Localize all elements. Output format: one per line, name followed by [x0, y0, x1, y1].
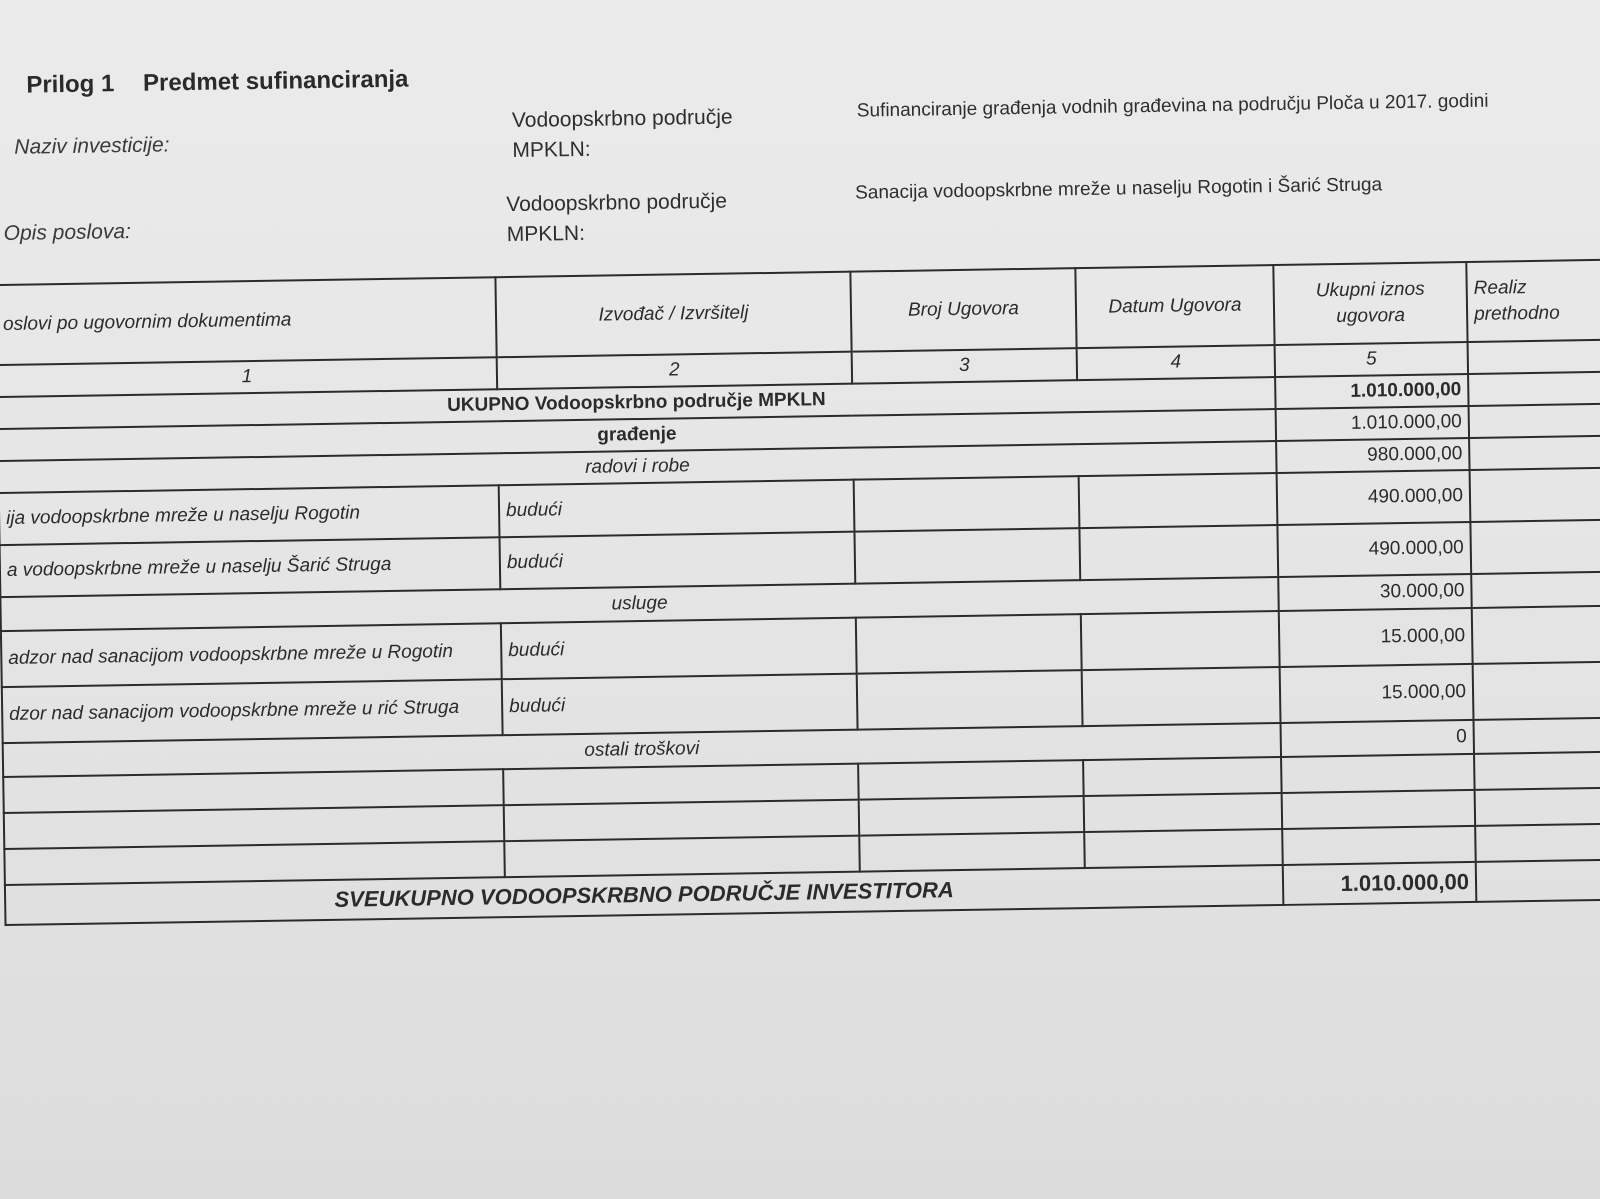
- col-header-realizacija: Realiz prethodno: [1466, 260, 1600, 342]
- realizacija-cell: [1472, 606, 1600, 664]
- datum-ugovora-cell: [1081, 611, 1280, 670]
- empty-cell: [1084, 829, 1283, 868]
- broj-ugovora-cell: [854, 476, 1080, 532]
- usluge-item-amount: 15.000,00: [1279, 608, 1473, 667]
- ukupno-label: UKUPNO Vodoopskrbno područje MPKLN: [0, 377, 1276, 429]
- empty-cell: [1282, 826, 1476, 865]
- opis-value: Sanacija vodoopskrbne mreže u naselju Rogotin i Šarić Struga: [854, 174, 1383, 204]
- sveukupno-amount: 1.010.000,00: [1283, 862, 1477, 905]
- usluge-amount: 30.000,00: [1278, 574, 1472, 611]
- sveukupno-label: SVEUKUPNO VODOOPSKRBNO PODRUČJE INVESTITORA: [5, 865, 1283, 925]
- empty-cell: [503, 764, 859, 806]
- datum-ugovora-cell: [1079, 525, 1278, 580]
- col-header-izvodac: Izvođač / Izvršitelj: [495, 272, 851, 358]
- radovi-amount: 980.000,00: [1276, 438, 1469, 473]
- ostali-label: ostali troškovi: [3, 723, 1281, 777]
- col-header-ukupni-iznos: Ukupni iznos ugovora: [1273, 262, 1467, 345]
- col-number: 3: [852, 348, 1077, 384]
- financing-table: [0, 259, 1600, 926]
- empty-cell: [504, 836, 860, 878]
- realizacija-cell: [1468, 372, 1600, 406]
- empty-cell: [1282, 790, 1476, 829]
- broj-ugovora-cell: [854, 528, 1080, 584]
- usluge-item-desc: dzor nad sanacijom vodoopskrbne mreže u rić Struga: [2, 679, 503, 743]
- prilog-number: Prilog 1: [26, 70, 115, 99]
- radovi-item-desc: a vodoopskrbne mreže u naselju Šarić Struga: [0, 537, 500, 597]
- naziv-category: Vodoopskrbno područje MPKLN:: [511, 105, 733, 162]
- gradenje-label: građenje: [0, 409, 1276, 461]
- datum-ugovora-cell: [1082, 667, 1281, 726]
- col-number: 4: [1077, 345, 1275, 380]
- empty-cell: [1474, 752, 1600, 790]
- usluge-item-desc: adzor nad sanacijom vodoopskrbne mreže u Rogotin: [1, 623, 502, 687]
- ostali-amount: 0: [1281, 720, 1475, 757]
- radovi-item-amount: 490.000,00: [1277, 470, 1471, 525]
- broj-ugovora-cell: [857, 670, 1083, 730]
- opis-poslova-label: Opis poslova:: [3, 219, 132, 245]
- realizacija-cell: [1469, 404, 1600, 438]
- realizacija-cell: [1470, 468, 1600, 522]
- datum-ugovora-cell: [1079, 473, 1278, 528]
- col-number: 1: [0, 357, 497, 397]
- prilog-title: Predmet sufinanciranja: [142, 65, 409, 97]
- empty-cell: [1083, 757, 1282, 796]
- empty-cell: [1084, 793, 1283, 832]
- realizacija-cell: [1473, 718, 1600, 754]
- radovi-item-contractor: budući: [499, 480, 855, 538]
- ukupno-amount: 1.010.000,00: [1275, 374, 1468, 409]
- broj-ugovora-cell: [856, 614, 1082, 674]
- realizacija-cell: [1469, 436, 1600, 470]
- radovi-item-amount: 490.000,00: [1277, 522, 1471, 577]
- usluge-item-contractor: budući: [502, 674, 858, 736]
- radovi-label: radovi i robe: [0, 441, 1277, 493]
- naziv-investicije-label: Naziv investicije:: [14, 133, 170, 159]
- empty-cell: [859, 796, 1085, 836]
- realizacija-cell: [1476, 860, 1600, 902]
- col-number: 5: [1275, 342, 1468, 377]
- gradenje-amount: 1.010.000,00: [1276, 406, 1469, 441]
- realizacija-cell: [1471, 572, 1600, 608]
- empty-cell: [1475, 824, 1600, 862]
- empty-cell: [504, 800, 860, 842]
- col-header-broj-ugovora: Broj Ugovora: [850, 268, 1076, 352]
- opis-category: Vodoopskrbno područje MPKLN:: [506, 189, 728, 247]
- col-number: 2: [497, 352, 852, 390]
- empty-cell: [1475, 788, 1600, 826]
- usluge-item-contractor: budući: [501, 618, 857, 680]
- empty-cell: [858, 760, 1084, 800]
- usluge-label: usluge: [0, 577, 1278, 631]
- realizacija-cell: [1470, 520, 1600, 574]
- naziv-value: Sufinanciranje građenja vodnih građevina na području Ploča u 2017. godini: [856, 90, 1489, 122]
- col-header-poslovi: oslovi po ugovornim dokumentima: [0, 277, 497, 365]
- usluge-item-amount: 15.000,00: [1280, 664, 1474, 723]
- col-header-datum-ugovora: Datum Ugovora: [1075, 265, 1274, 348]
- col-number: [1468, 340, 1600, 374]
- realizacija-cell: [1473, 662, 1600, 720]
- radovi-item-desc: ija vodoopskrbne mreže u naselju Rogotin: [0, 485, 499, 545]
- empty-cell: [859, 832, 1085, 872]
- radovi-item-contractor: budući: [499, 532, 855, 590]
- document-title: [26, 66, 409, 100]
- empty-cell: [1281, 754, 1475, 793]
